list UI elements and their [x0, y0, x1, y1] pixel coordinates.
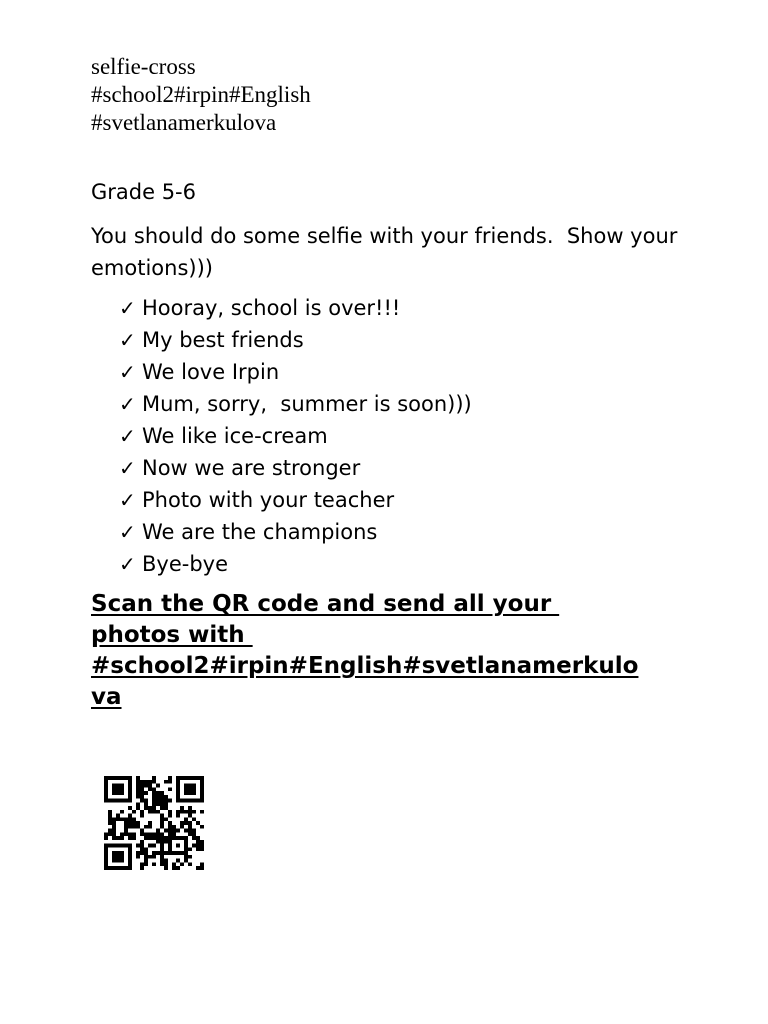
instructions-line: You should do some selfie with your friends. Show your — [91, 224, 678, 248]
checklist-item-label: My best friends — [142, 328, 304, 352]
checkmark-icon: ✓ — [119, 424, 136, 448]
checkmark-icon: ✓ — [119, 456, 136, 480]
checklist-item-label: Bye-bye — [142, 552, 229, 576]
instructions-text — [91, 220, 701, 284]
call-to-action-line: va — [91, 684, 122, 710]
call-to-action-line: #school2#irpin#English#svetlanamerkulo — [91, 653, 639, 679]
checkmark-icon: ✓ — [119, 520, 136, 544]
checklist-item — [119, 484, 472, 516]
checklist-item-label: We love Irpin — [142, 360, 280, 384]
checkmark-icon: ✓ — [119, 360, 136, 384]
call-to-action-line: Scan the QR code and send all your — [91, 591, 560, 617]
call-to-action — [91, 589, 721, 713]
checklist-item-label: Photo with your teacher — [142, 488, 395, 512]
checklist-item — [119, 356, 472, 388]
header-author-tag: #svetlanamerkulova — [91, 110, 277, 135]
checklist-item — [119, 516, 472, 548]
checklist-item-label: Now we are stronger — [142, 456, 361, 480]
header-title: selfie-cross — [91, 54, 196, 79]
checklist-item-label: Hooray, school is over!!! — [142, 296, 401, 320]
instructions-line: emotions))) — [91, 256, 213, 280]
checklist-item — [119, 452, 472, 484]
call-to-action-line: photos with — [91, 622, 253, 648]
checklist-item-label: Mum, sorry, summer is soon))) — [142, 392, 472, 416]
checkmark-icon: ✓ — [119, 296, 136, 320]
header-block — [91, 53, 311, 137]
checklist-item-label: We like ice-cream — [142, 424, 328, 448]
checklist-item — [119, 324, 472, 356]
checklist-item — [119, 388, 472, 420]
checklist-item — [119, 420, 472, 452]
selfie-checklist — [119, 292, 472, 580]
checklist-item — [119, 548, 472, 580]
qr-code-icon[interactable] — [104, 776, 204, 870]
header-hashtags: #school2#irpin#English — [91, 82, 311, 107]
grade-label: Grade 5-6 — [91, 180, 196, 204]
checklist-item — [119, 292, 472, 324]
checkmark-icon: ✓ — [119, 392, 136, 416]
checkmark-icon: ✓ — [119, 488, 136, 512]
checkmark-icon: ✓ — [119, 328, 136, 352]
checkmark-icon: ✓ — [119, 552, 136, 576]
checklist-item-label: We are the champions — [142, 520, 378, 544]
